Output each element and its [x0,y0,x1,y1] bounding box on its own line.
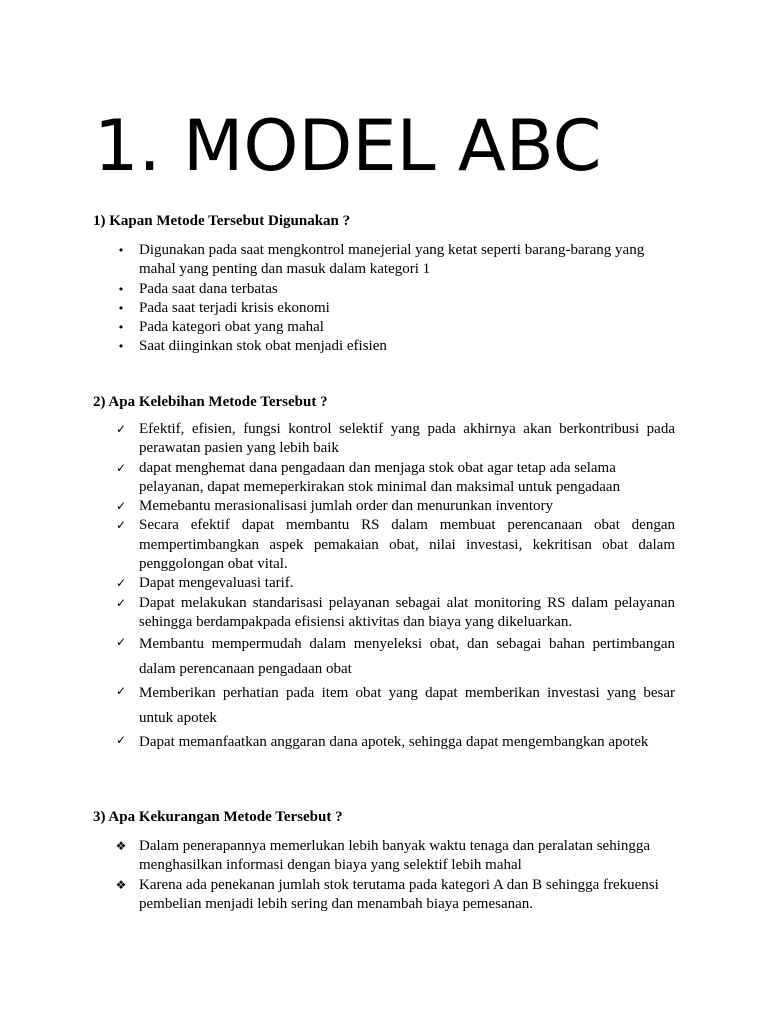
list-item-text: Memebantu merasionalisasi jumlah order dan menurunkan inventory [139,498,554,515]
list-item-text: Membantu mempermudah dalam menyeleksi obat, dan sebagai bahan pertimbangan dalam perencanaan pengadaan obat [139,636,675,677]
section-1-heading: 1) Kapan Metode Tersebut Digunakan ? [93,213,351,229]
section-1-list [117,241,675,357]
list-item [115,497,675,516]
bullet-dot-icon: • [117,340,125,354]
checkmark-icon: ✓ [115,422,127,436]
diamond-bullet-icon: ❖ [115,877,127,892]
list-item [115,420,675,459]
list-item [115,837,675,876]
list-item-text: Pada saat terjadi krisis ekonomi [139,299,330,316]
list-item [117,337,675,356]
list-item-text: Pada saat dana terbatas [139,280,278,297]
list-item-text: Dapat memanfaatkan anggaran dana apotek, sehingga dapat mengembangkan apotek [139,734,649,751]
list-item-text: Digunakan pada saat mengkontrol manejerial yang ketat seperti barang-barang yang mahal yang penting dan masuk dalam kategori 1 [139,242,645,278]
list-item [117,299,675,318]
checkmark-icon: ✓ [115,499,127,514]
list-item-text: Pada kategori obat yang mahal [139,319,324,336]
bullet-dot-icon: • [117,244,125,257]
section-2-list [115,420,675,755]
checkmark-icon: ✓ [115,733,127,748]
list-item-text: Memberikan perhatian pada item obat yang dapat memberikan investasi yang besar untuk apotek [139,685,675,726]
list-item [115,632,675,681]
checkmark-icon: ✓ [115,684,127,699]
diamond-bullet-icon: ❖ [115,839,127,853]
bullet-dot-icon: • [117,321,125,335]
list-item [117,241,675,280]
list-item-text: Secara efektif dapat membantu RS dalam membuat perencanaan obat dengan mempertimbangkan aspek pemakaian obat, nilai investasi, kekritisan obat dalam penggolongan obat vital. [139,517,675,573]
list-item-text: Efektif, efisien, fungsi kontrol selektif yang pada akhirnya akan berkontribusi pada perawatan pasien yang lebih baik [139,421,675,457]
list-item-text: Saat diinginkan stok obat menjadi efisien [139,338,387,355]
list-item [115,730,675,755]
section-3-heading: 3) Apa Kekurangan Metode Tersebut ? [93,809,343,825]
bullet-dot-icon: • [117,301,125,315]
checkmark-icon: ✓ [115,518,127,533]
section-3-list [115,837,675,914]
checkmark-icon: ✓ [115,460,127,475]
bullet-dot-icon: • [117,282,125,296]
page-title: 1. MODEL ABC [94,105,602,187]
list-item [115,516,675,574]
checkmark-icon: ✓ [115,576,127,591]
list-item [115,459,675,498]
section-2-heading: 2) Apa Kelebihan Metode Tersebut ? [93,394,328,410]
list-item [117,280,675,299]
list-item-text: Dapat melakukan standarisasi pelayanan sebagai alat monitoring RS dalam pelayanan sehingga berdampakpada efisiensi aktivitas dan biaya yang dikeluarkan. [139,594,675,630]
checkmark-icon: ✓ [115,635,127,650]
list-item [115,876,675,915]
list-item [115,681,675,730]
list-item-text: dapat menghemat dana pengadaan dan menjaga stok obat agar tetap ada selama pelayanan, dapat memeperkirakan stok minimal dan maksimal untuk pengadaan [139,459,621,495]
list-item-text: Dapat mengevaluasi tarif. [139,575,294,592]
list-item [117,318,675,337]
list-item-text: Dalam penerapannya memerlukan lebih banyak waktu tenaga dan peralatan sehingga menghasilkan informasi dengan biaya yang selektif lebih mahal [139,838,651,874]
list-item-text: Karena ada penekanan jumlah stok terutama pada kategori A dan B sehingga frekuensi pembelian menjadi lebih sering dan menambah biaya pemesanan. [139,876,659,912]
list-item [115,574,675,593]
checkmark-icon: ✓ [115,595,127,610]
list-item [115,594,675,633]
